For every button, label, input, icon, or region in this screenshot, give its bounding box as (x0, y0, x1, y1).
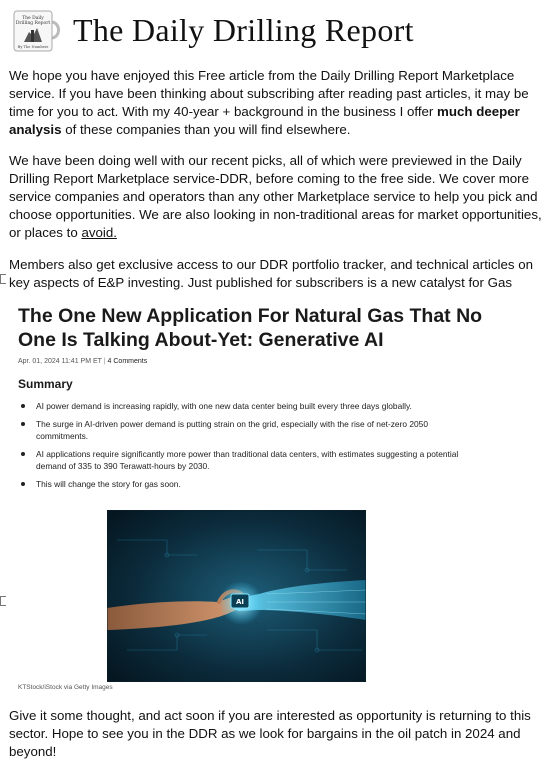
article-date: Apr. 01, 2024 11:41 PM ET (18, 358, 102, 365)
avoid-link[interactable]: avoid. (81, 225, 117, 240)
article-headline[interactable]: The One New Application For Natural Gas That No One Is Talking About-Yet: Generative AI (18, 305, 483, 351)
closing-paragraph: Give it some thought, and act soon if you are interested as opportunity is returning to this sector. Hope to see you in the DDR as we look for bargains in the oil patch in 2024 and beyond! (9, 708, 531, 759)
summary-bullet (18, 418, 478, 442)
summary-bullet (18, 478, 478, 490)
intro-paragraph-1 (9, 67, 542, 139)
bullet-icon (21, 422, 25, 426)
bullet-icon (21, 452, 25, 456)
mug-line-1: The Daily (22, 16, 44, 21)
report-title: The Daily Drilling Report (73, 12, 414, 48)
summary-bullet-text: AI power demand is increasing rapidly, with one new data center being built every three days globally. (36, 401, 412, 411)
margin-marker (0, 596, 6, 606)
intro-paragraph-2 (9, 152, 542, 242)
summary-bullet-text: This will change the story for gas soon. (36, 479, 181, 489)
meta-separator: | (103, 358, 106, 365)
intro-p1-text-b: of these companies than you will find elsewhere. (61, 122, 351, 137)
image-caption: KTStock/iStock via Getty Images (18, 684, 113, 691)
article-comments-link[interactable]: 4 Comments (107, 358, 148, 365)
mug-line-3: By The Numbers (17, 45, 49, 49)
intro-p2-text: We have been doing well with our recent picks, all of which were previewed in the Daily Drilling Report Marketplace service-DDR, before coming to the free side. We cover more service companies and operators than any other Marketplace service to help you pick and choose opportunities. We are also looking in non-traditional areas for market opportunities, or places to (9, 153, 542, 240)
mug-line-2: Drilling Report (15, 21, 51, 26)
summary-bullet (18, 448, 478, 472)
margin-marker (0, 274, 6, 284)
intro-p1-bold: much deeper analysis (9, 104, 520, 137)
summary-bullet-text: The surge in AI-driven power demand is putting strain on the grid, especially with the rise of net-zero 2050 commitments. (36, 419, 428, 441)
summary-list (18, 400, 478, 496)
mug-logo-icon (11, 8, 63, 54)
ai-chip-label: AI (235, 598, 245, 606)
summary-bullet-text: AI applications require significantly more power than traditional data centers, with estimates suggesting a potential demand of 335 to 390 Terawatt-hours by 2030. (36, 449, 459, 471)
article-meta (18, 358, 147, 365)
bullet-icon (21, 482, 25, 486)
intro-paragraph-3: Members also get exclusive access to our DDR portfolio tracker, and technical articles on key aspects of E&P investing. Just published for subscribers is a new catalyst for Gas (9, 257, 533, 290)
summary-heading: Summary (18, 377, 73, 391)
report-header (9, 6, 539, 56)
handshake-ai-image (107, 510, 366, 682)
intro-p1-text-a: We hope you have enjoyed this Free article from the Daily Drilling Report Marketplace service. If you have been thinking about subscribing after reading past articles, it may be time for you to act. With my 40-year + background in the business I offer (9, 68, 529, 119)
summary-bullet (18, 400, 478, 412)
bullet-icon (21, 404, 25, 408)
